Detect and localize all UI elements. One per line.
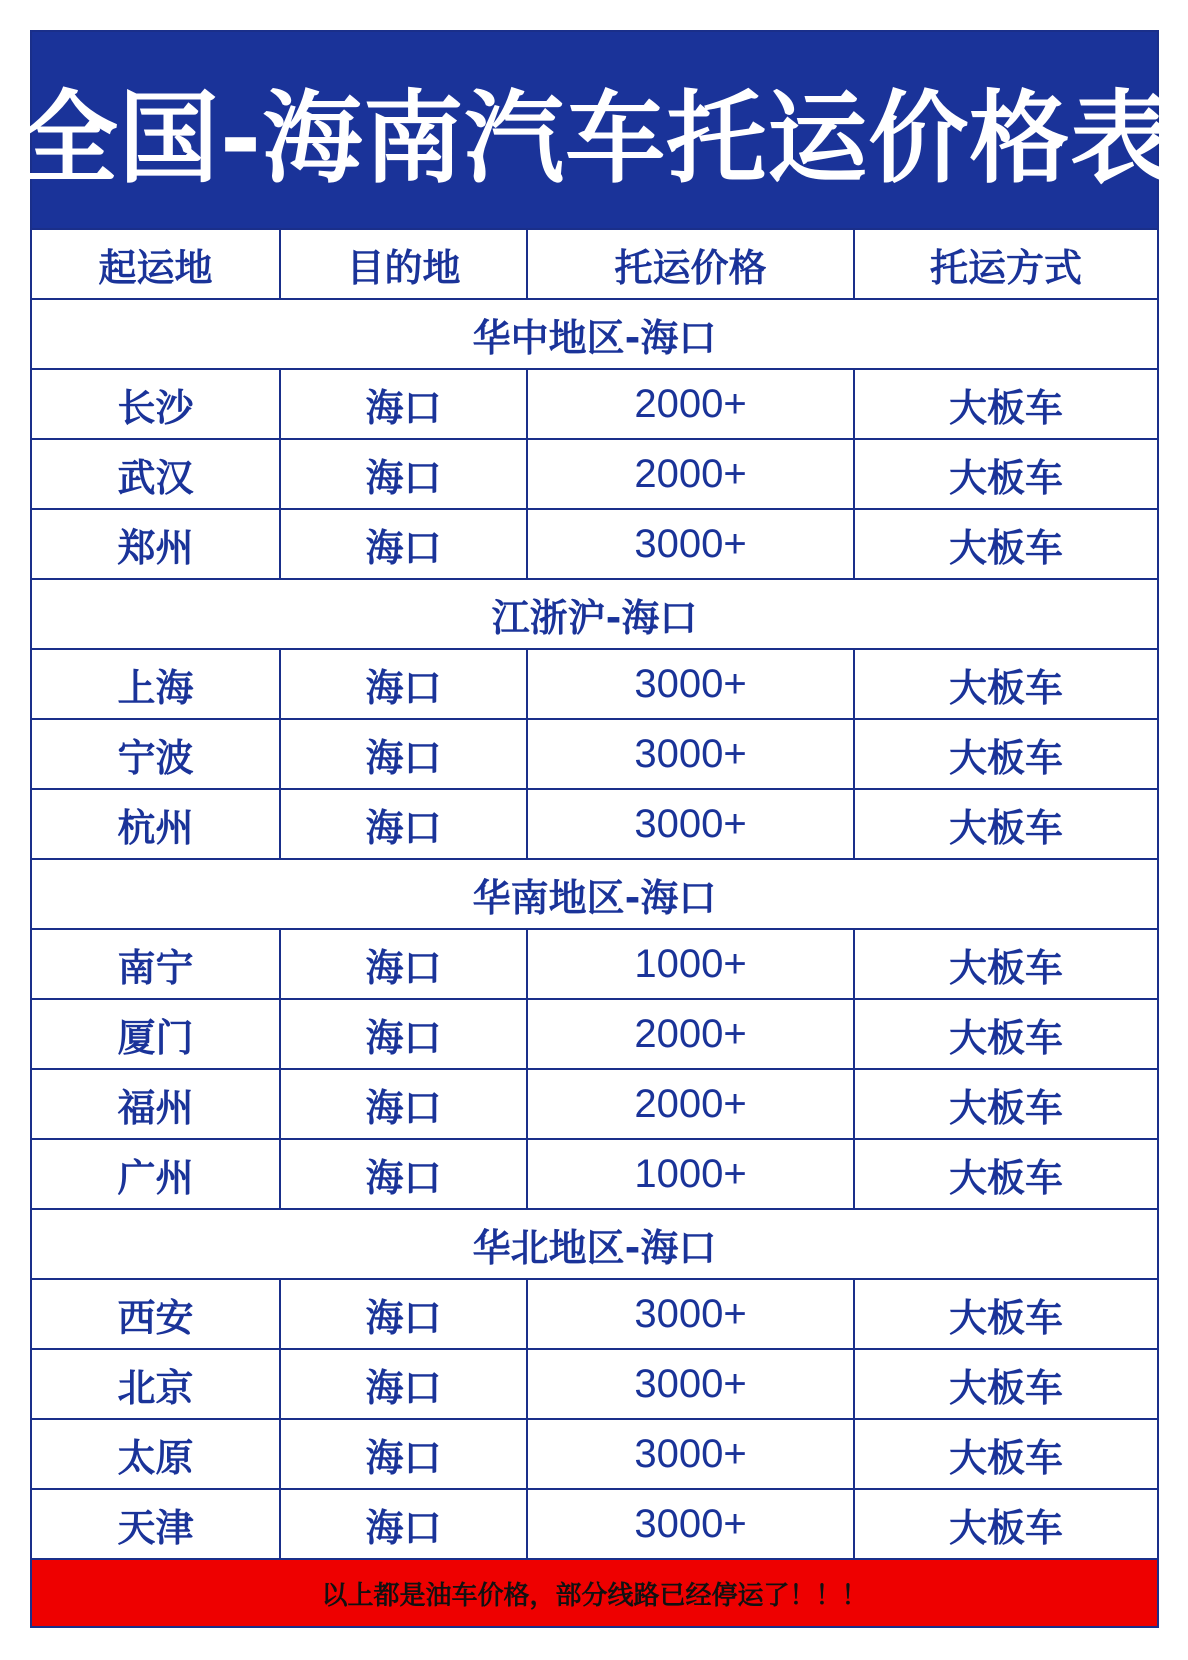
price-cell: 3000+ (528, 1350, 855, 1418)
method-cell: 大板车 (948, 945, 1063, 990)
origin-cell: 西安 (32, 1280, 281, 1348)
destination-cell: 海口 (281, 1350, 528, 1418)
price-cell: 3000+ (528, 1420, 855, 1488)
method-cell: 大板车 (948, 735, 1063, 780)
table-header-row (32, 230, 1157, 300)
table-row (32, 1000, 1157, 1070)
table-row (32, 1350, 1157, 1420)
price-sheet (17, 30, 1172, 1628)
origin-cell: 北京 (32, 1350, 281, 1418)
destination-cell: 海口 (281, 930, 528, 998)
method-cell: 大板车 (948, 805, 1063, 850)
price-cell: 2000+ (528, 1070, 855, 1138)
destination-cell: 海口 (281, 1000, 528, 1068)
method-cell: 大板车 (948, 665, 1063, 710)
table-row (32, 720, 1157, 790)
header-destination: 目的地 (281, 230, 528, 298)
origin-cell: 天津 (32, 1490, 281, 1558)
destination-cell: 海口 (281, 1140, 528, 1208)
header-origin: 起运地 (32, 230, 281, 298)
origin-cell: 武汉 (32, 440, 281, 508)
price-cell: 3000+ (528, 720, 855, 788)
destination-cell: 海口 (281, 720, 528, 788)
section-title: 华北地区-海口 (32, 1210, 1157, 1280)
table-row (32, 1280, 1157, 1350)
origin-cell: 宁波 (32, 720, 281, 788)
destination-cell: 海口 (281, 1280, 528, 1348)
table-row (32, 1070, 1157, 1140)
header-price: 托运价格 (528, 230, 855, 298)
origin-cell: 广州 (32, 1140, 281, 1208)
section-title: 华南地区-海口 (32, 860, 1157, 930)
method-cell: 大板车 (948, 1085, 1063, 1130)
section-title: 华中地区-海口 (32, 300, 1157, 370)
destination-cell: 海口 (281, 440, 528, 508)
origin-cell: 长沙 (32, 370, 281, 438)
method-cell: 大板车 (948, 455, 1063, 500)
price-cell: 1000+ (528, 930, 855, 998)
table-row (32, 790, 1157, 860)
destination-cell: 海口 (281, 1070, 528, 1138)
method-cell: 大板车 (948, 1365, 1063, 1410)
price-cell: 2000+ (528, 370, 855, 438)
table-row (32, 930, 1157, 1000)
destination-cell: 海口 (281, 790, 528, 858)
method-cell: 大板车 (948, 1435, 1063, 1480)
header-method: 托运方式 (929, 245, 1082, 290)
destination-cell: 海口 (281, 650, 528, 718)
price-cell: 3000+ (528, 650, 855, 718)
table-row (32, 370, 1157, 440)
page-title: 全国-海南汽车托运价格表 (32, 32, 1157, 230)
table-row (32, 650, 1157, 720)
origin-cell: 杭州 (32, 790, 281, 858)
origin-cell: 厦门 (32, 1000, 281, 1068)
method-cell: 大板车 (948, 1155, 1063, 1200)
table-row (32, 440, 1157, 510)
section-title: 江浙沪-海口 (32, 580, 1157, 650)
footer-notice: 以上都是油车价格，部分线路已经停运了！！！ (32, 1560, 1157, 1626)
price-cell: 3000+ (528, 510, 855, 578)
table-row (32, 1490, 1157, 1560)
price-cell: 3000+ (528, 1280, 855, 1348)
method-cell: 大板车 (948, 525, 1063, 570)
origin-cell: 郑州 (32, 510, 281, 578)
method-cell: 大板车 (948, 1295, 1063, 1340)
origin-cell: 福州 (32, 1070, 281, 1138)
table-row (32, 1420, 1157, 1490)
origin-cell: 上海 (32, 650, 281, 718)
method-cell: 大板车 (948, 385, 1063, 430)
price-cell: 2000+ (528, 440, 855, 508)
destination-cell: 海口 (281, 510, 528, 578)
method-cell: 大板车 (948, 1015, 1063, 1060)
destination-cell: 海口 (281, 1420, 528, 1488)
destination-cell: 海口 (281, 1490, 528, 1558)
method-cell: 大板车 (948, 1505, 1063, 1550)
origin-cell: 南宁 (32, 930, 281, 998)
price-cell: 3000+ (528, 1490, 855, 1558)
table-row (32, 510, 1157, 580)
price-cell: 3000+ (528, 790, 855, 858)
price-cell: 2000+ (528, 1000, 855, 1068)
origin-cell: 太原 (32, 1420, 281, 1488)
price-table (32, 230, 1157, 1560)
destination-cell: 海口 (281, 370, 528, 438)
price-cell: 1000+ (528, 1140, 855, 1208)
table-row (32, 1140, 1157, 1210)
